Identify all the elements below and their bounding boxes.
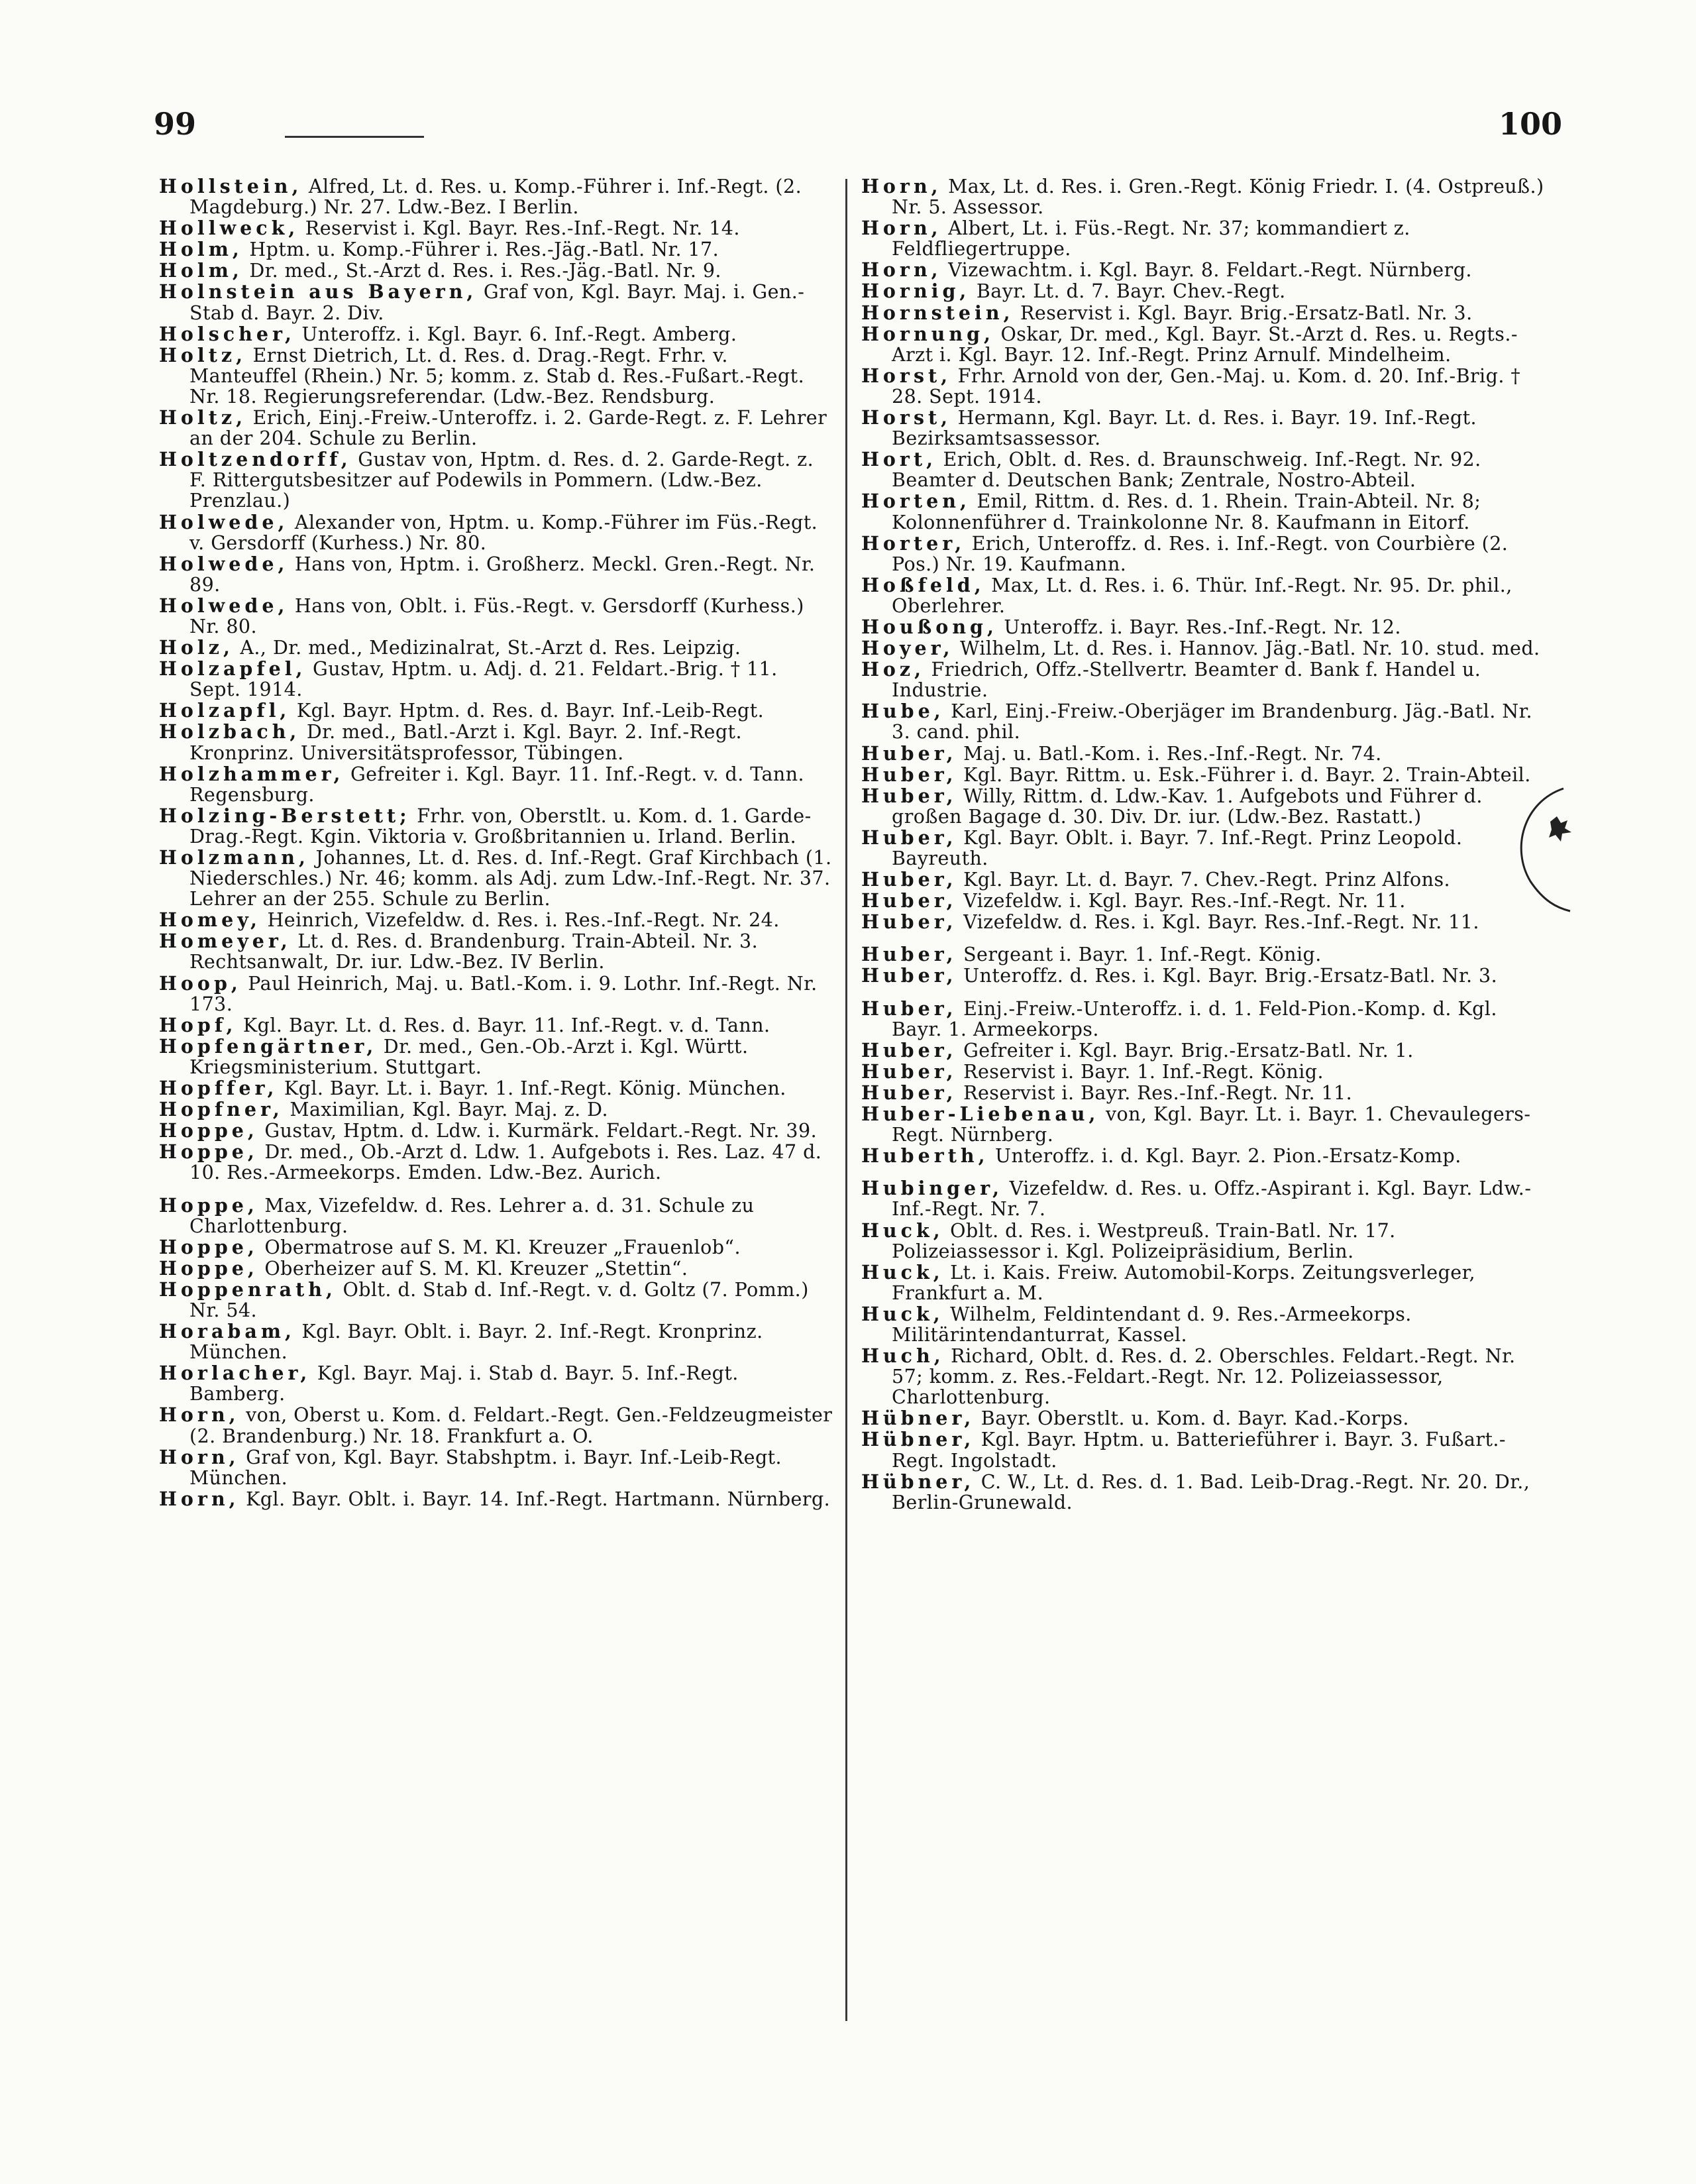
entry-details: Emil, Rittm. d. Res. d. 1. Rhein. Train-Abteil. Nr. 8; Kolonnenführer d. Trainkolonne Nr. 8. Kaufmann in Eitorf. xyxy=(892,490,1481,533)
entry-details: Reservist i. Kgl. Bayr. Brig.-Ersatz-Batl. Nr. 3. xyxy=(1014,301,1473,324)
directory-entry xyxy=(159,408,835,449)
entry-surname: Huck, xyxy=(861,1219,944,1242)
directory-entry xyxy=(861,999,1550,1040)
entry-surname: Hoßfeld, xyxy=(861,573,985,596)
entry-surname: Horn, xyxy=(861,217,942,240)
entry-surname: Hopfner, xyxy=(159,1098,284,1121)
entry-details: von, Oberst u. Kom. d. Feldart.-Regt. Gen.-Feldzeugmeister (2. Brandenburg.) Nr. 18. Frankfurt a. O. xyxy=(189,1404,833,1447)
entry-details: Reservist i. Bayr. Res.-Inf.-Regt. Nr. 11. xyxy=(957,1081,1353,1104)
entry-details: Dr. med., Batl.-Arzt i. Kgl. Bayr. 2. Inf.-Regt. Kronprinz. Universitätsprofessor, Tübingen. xyxy=(189,721,742,764)
entry-details: Karl, Einj.-Freiw.-Oberjäger im Brandenburg. Jäg.-Batl. Nr. 3. cand. phil. xyxy=(892,700,1533,743)
directory-entry xyxy=(159,637,835,658)
entry-details: Hptm. u. Komp.-Führer i. Res.-Jäg.-Batl. Nr. 17. xyxy=(242,239,719,261)
entry-surname: Hopfengärtner, xyxy=(159,1034,378,1058)
directory-entry xyxy=(159,282,835,323)
entry-surname: Holwede, xyxy=(159,510,289,533)
entry-details: C. W., Lt. d. Res. d. 1. Bad. Leib-Drag.-Regt. Nr. 20. Dr., Berlin-Grunewald. xyxy=(892,1470,1530,1513)
directory-entry xyxy=(159,910,835,930)
entry-details: Gefreiter i. Kgl. Bayr. 11. Inf.-Regt. v. d. Tann. Regensburg. xyxy=(189,763,805,806)
directory-entry xyxy=(159,659,835,700)
entry-surname: Hübner, xyxy=(861,1407,975,1430)
entry-surname: Hubinger, xyxy=(861,1177,1004,1200)
entry-surname: Holtz, xyxy=(159,406,247,429)
entry-details: Lt. d. Res. d. Brandenburg. Train-Abteil. Nr. 3. Rechtsanwalt, Dr. iur. Ldw.-Bez. IV Berlin. xyxy=(189,930,759,973)
directory-entry xyxy=(861,786,1550,827)
directory-entry xyxy=(861,1083,1550,1103)
entry-surname: Hollstein, xyxy=(159,175,303,197)
entry-details: Obermatrose auf S. M. Kl. Kreuzer „Frauenlob“. xyxy=(258,1236,741,1258)
entry-details: Unteroffz. i. d. Kgl. Bayr. 2. Pion.-Ersatz-Komp. xyxy=(988,1145,1461,1168)
right-column xyxy=(861,176,1550,1513)
entry-details: Kgl. Bayr. Lt. i. Bayr. 1. Inf.-Regt. König. München. xyxy=(278,1077,786,1100)
entry-surname: Huber, xyxy=(861,784,957,807)
entry-details: Kgl. Bayr. Lt. d. Bayr. 7. Chev.-Regt. Prinz Alfons. xyxy=(957,869,1451,891)
entry-details: Unteroffz. i. Kgl. Bayr. 6. Inf.-Regt. Amberg. xyxy=(295,323,737,345)
directory-entry xyxy=(159,1195,835,1236)
entry-surname: Holtzendorff, xyxy=(159,448,352,471)
entry-surname: Holzhammer, xyxy=(159,762,344,785)
entry-surname: Huber, xyxy=(861,910,957,934)
entry-details: Hans von, Hptm. i. Großherz. Meckl. Gren.-Regt. Nr. 89. xyxy=(189,553,816,596)
entry-surname: Huber, xyxy=(861,889,957,912)
directory-entry xyxy=(861,1346,1550,1407)
entry-details: Lt. i. Kais. Freiw. Automobil-Korps. Zeitungsverleger, Frankfurt a. M. xyxy=(892,1261,1476,1304)
entry-surname: Huber, xyxy=(861,943,957,966)
directory-entry xyxy=(159,931,835,972)
directory-entry xyxy=(861,324,1550,365)
entry-details: Max, Lt. d. Res. i. Gren.-Regt. König Friedr. I. (4. Ostpreuß.) Nr. 5. Assessor. xyxy=(892,176,1544,219)
directory-entry xyxy=(861,575,1550,616)
entry-surname: Hopffer, xyxy=(159,1077,278,1100)
entry-details: Oberheizer auf S. M. Kl. Kreuzer „Stettin“. xyxy=(258,1257,688,1280)
directory-entry xyxy=(159,260,835,281)
directory-entry xyxy=(159,1405,835,1446)
page-number-left: 99 xyxy=(154,106,197,142)
entry-details: Ernst Dietrich, Lt. d. Res. d. Drag.-Regt. Frhr. v. Manteuffel (Rhein.) Nr. 5; komm. z. Stab d. Res.-Fußart.-Regt. Nr. 18. Regierungsreferendar. (Ldw.-Bez. Rendsburg. xyxy=(189,344,805,408)
entry-details: Alexander von, Hptm. u. Komp.-Führer im Füs.-Regt. v. Gersdorff (Kurhess.) Nr. 80. xyxy=(189,511,818,554)
entry-details: Maximilian, Kgl. Bayr. Maj. z. D. xyxy=(283,1099,608,1121)
directory-entry xyxy=(159,722,835,763)
entry-surname: Hornung, xyxy=(861,322,994,345)
directory-entry xyxy=(159,239,835,260)
directory-entry xyxy=(861,449,1550,490)
directory-entry xyxy=(861,617,1550,637)
entry-details: Kgl. Bayr. Hptm. d. Res. d. Bayr. Inf.-Leib-Regt. xyxy=(290,700,765,722)
entry-details: Willy, Rittm. d. Ldw.-Kav. 1. Aufgebots und Führer d. großen Bagage d. 30. Div. Dr. iur. (Ldw.-Bez. Rastatt.) xyxy=(892,785,1483,828)
entry-details: Wilhelm, Feldintendant d. 9. Res.-Armeekorps. Militärintendanturrat, Kassel. xyxy=(892,1303,1412,1346)
entry-surname: Huber, xyxy=(861,1060,957,1083)
directory-entry xyxy=(861,1408,1550,1429)
entry-details: Kgl. Bayr. Oblt. i. Bayr. 14. Inf.-Regt. Hartmann. Nürnberg. xyxy=(239,1488,831,1510)
entry-surname: Horst, xyxy=(861,406,952,429)
entry-details: Frhr. von, Oberstlt. u. Kom. d. 1. Garde-Drag.-Regt. Kgin. Viktoria v. Großbritannien u. Irland. Berlin. xyxy=(189,804,812,847)
directory-entry xyxy=(159,847,835,909)
entry-details: von, Kgl. Bayr. Lt. i. Bayr. 1. Chevaulegers-Regt. Nürnberg. xyxy=(892,1103,1531,1146)
entry-surname: Hübner, xyxy=(861,1428,975,1451)
entry-surname: Horter, xyxy=(861,531,966,555)
entry-surname: Hoz, xyxy=(861,658,926,681)
pen-mark-icon xyxy=(1484,782,1590,914)
directory-entry xyxy=(861,912,1550,932)
entry-surname: Horn, xyxy=(861,258,942,282)
entry-details: Kgl. Bayr. Rittm. u. Esk.-Führer i. d. Bayr. 2. Train-Abteil. xyxy=(957,763,1531,786)
directory-entry xyxy=(159,324,835,345)
entry-surname: Hoyer, xyxy=(861,637,954,660)
directory-entry xyxy=(861,176,1550,217)
entry-details: Kgl. Bayr. Oblt. i. Bayr. 2. Inf.-Regt. Kronprinz. München. xyxy=(189,1321,763,1364)
directory-entry xyxy=(861,659,1550,700)
directory-entry xyxy=(159,1078,835,1099)
directory-entry xyxy=(861,491,1550,532)
directory-entry xyxy=(861,1040,1550,1061)
entry-details: Unteroffz. d. Res. i. Kgl. Bayr. Brig.-Ersatz-Batl. Nr. 3. xyxy=(957,965,1498,987)
entry-details: Kgl. Bayr. Hptm. u. Batterieführer i. Bayr. 3. Fußart.-Regt. Ingolstadt. xyxy=(892,1429,1506,1472)
entry-surname: Hübner, xyxy=(861,1470,975,1493)
entry-surname: Hoppe, xyxy=(159,1140,258,1164)
entry-surname: Hube, xyxy=(861,700,945,723)
entry-details: Unteroffz. i. Bayr. Res.-Inf.-Regt. Nr. 12. xyxy=(997,616,1401,638)
entry-surname: Huber, xyxy=(861,868,957,891)
directory-entry xyxy=(861,1472,1550,1513)
directory-entry xyxy=(861,765,1550,785)
directory-entry xyxy=(861,366,1550,407)
entry-details: Bayr. Lt. d. 7. Bayr. Chev.-Regt. xyxy=(970,280,1286,303)
directory-entry xyxy=(159,1258,835,1279)
entry-details: Kgl. Bayr. Lt. d. Res. d. Bayr. 11. Inf.-Regt. v. d. Tann. xyxy=(237,1014,770,1036)
entry-details: Erich, Unteroffz. d. Res. i. Inf.-Regt. von Courbière (2. Pos.) Nr. 19. Kaufmann. xyxy=(892,532,1509,575)
directory-entry xyxy=(159,449,835,511)
entry-details: Erich, Oblt. d. Res. d. Braunschweig. Inf.-Regt. Nr. 92. Beamter d. Deutschen Bank; Zentrale, Nostro-Abteil. xyxy=(892,449,1481,492)
column-divider xyxy=(845,179,847,2021)
directory-entry xyxy=(861,1062,1550,1082)
entry-details: Max, Vizefeldw. d. Res. Lehrer a. d. 31. Schule zu Charlottenburg. xyxy=(189,1194,755,1237)
directory-entry xyxy=(159,700,835,721)
entry-surname: Holscher, xyxy=(159,322,295,345)
entry-surname: Huber, xyxy=(861,763,957,786)
directory-entry xyxy=(861,944,1550,965)
entry-surname: Horlacher, xyxy=(159,1362,311,1385)
directory-entry xyxy=(861,1429,1550,1470)
entry-details: Vizewachtm. i. Kgl. Bayr. 8. Feldart.-Regt. Nürnberg. xyxy=(941,259,1472,282)
directory-entry xyxy=(159,764,835,805)
entry-surname: Holz, xyxy=(159,636,234,659)
entry-details: Einj.-Freiw.-Unteroffz. i. d. 1. Feld-Pion.-Komp. d. Kgl. Bayr. 1. Armeekorps. xyxy=(892,997,1497,1040)
entry-surname: Horn, xyxy=(159,1445,240,1468)
entry-surname: Hoop, xyxy=(159,971,242,995)
directory-entry xyxy=(159,554,835,595)
directory-entry xyxy=(861,1178,1550,1219)
directory-entry xyxy=(861,1221,1550,1262)
entry-details: Frhr. Arnold von der, Gen.-Maj. u. Kom. d. 20. Inf.-Brig. † 28. Sept. 1914. xyxy=(892,364,1521,408)
entry-surname: Homeyer, xyxy=(159,930,292,953)
entry-details: Dr. med., Gen.-Ob.-Arzt i. Kgl. Württ. Kriegsministerium. Stuttgart. xyxy=(189,1035,749,1078)
entry-details: Gefreiter i. Kgl. Bayr. Brig.-Ersatz-Batl. Nr. 1. xyxy=(957,1039,1414,1062)
entry-details: Oskar, Dr. med., Kgl. Bayr. St.-Arzt d. Res. u. Regts.-Arzt i. Kgl. Bayr. 12. Inf.-Regt. Prinz Arnulf. Mindelheim. xyxy=(892,323,1518,366)
entry-surname: Houßong, xyxy=(861,615,998,638)
directory-entry xyxy=(861,701,1550,742)
entry-surname: Huber, xyxy=(861,1038,957,1062)
entry-details: Oblt. d. Stab d. Inf.-Regt. v. d. Goltz (7. Pomm.) Nr. 54. xyxy=(189,1278,809,1321)
directory-entry xyxy=(861,281,1550,301)
entry-surname: Huber, xyxy=(861,1081,957,1104)
directory-entry xyxy=(159,596,835,637)
entry-surname: Hoppe, xyxy=(159,1256,258,1280)
entry-surname: Hoppe, xyxy=(159,1235,258,1258)
entry-details: Max, Lt. d. Res. i. 6. Thür. Inf.-Regt. Nr. 95. Dr. phil., Oberlehrer. xyxy=(892,574,1512,617)
entry-details: Friedrich, Offz.-Stellvertr. Beamter d. Bank f. Handel u. Industrie. xyxy=(892,659,1481,702)
directory-entry xyxy=(159,176,835,217)
entry-details: Gustav, Hptm. u. Adj. d. 21. Feldart.-Brig. † 11. Sept. 1914. xyxy=(189,658,778,701)
entry-details: Bayr. Oberstlt. u. Kom. d. Bayr. Kad.-Korps. xyxy=(975,1407,1409,1430)
directory-entry xyxy=(159,1015,835,1036)
directory-entry xyxy=(159,1489,835,1509)
entry-surname: Horten, xyxy=(861,490,971,513)
entry-details: Vizefeldw. i. Kgl. Bayr. Res.-Inf.-Regt. Nr. 11. xyxy=(957,890,1406,912)
directory-entry xyxy=(861,828,1550,869)
entry-details: Kgl. Bayr. Oblt. i. Bayr. 7. Inf.-Regt. Prinz Leopold. Bayreuth. xyxy=(892,826,1463,869)
entry-details: A., Dr. med., Medizinalrat, St.-Arzt d. Res. Leipzig. xyxy=(233,637,741,659)
directory-entry xyxy=(861,638,1550,659)
entry-details: Johannes, Lt. d. Res. d. Inf.-Regt. Graf Kirchbach (1. Niederschles.) Nr. 46; komm. als Adj. zum Ldw.-Inf.-Regt. Nr. 37. Lehrer an der 255. Schule zu Berlin. xyxy=(189,847,832,910)
entry-details: Vizefeldw. d. Res. i. Kgl. Bayr. Res.-Inf.-Regt. Nr. 11. xyxy=(957,911,1479,934)
directory-entry xyxy=(159,1036,835,1077)
entry-details: Sergeant i. Bayr. 1. Inf.-Regt. König. xyxy=(957,944,1322,966)
entry-surname: Hoppenrath, xyxy=(159,1278,337,1301)
entry-surname: Huck, xyxy=(861,1260,944,1283)
left-column xyxy=(159,176,835,1510)
entry-surname: Hornstein, xyxy=(861,301,1014,324)
entry-details: Kgl. Bayr. Maj. i. Stab d. Bayr. 5. Inf.-Regt. Bamberg. xyxy=(189,1362,739,1405)
entry-surname: Hopf, xyxy=(159,1013,237,1036)
directory-entry xyxy=(861,408,1550,449)
entry-details: Albert, Lt. i. Füs.-Regt. Nr. 37; kommandiert z. Feldfliegertruppe. xyxy=(892,217,1410,260)
entry-details: Dr. med., Ob.-Arzt d. Ldw. 1. Aufgebots i. Res. Laz. 47 d. 10. Res.-Armeekorps. Emden. Ldw.-Bez. Aurich. xyxy=(189,1141,822,1184)
entry-surname: Homey, xyxy=(159,908,261,932)
entry-details: Alfred, Lt. d. Res. u. Komp.-Führer i. Inf.-Regt. (2. Magdeburg.) Nr. 27. Ldw.-Bez. I Berlin. xyxy=(189,176,802,219)
entry-details: Wilhelm, Lt. d. Res. i. Hannov. Jäg.-Batl. Nr. 10. stud. med. xyxy=(953,637,1540,660)
entry-details: Graf von, Kgl. Bayr. Stabshptm. i. Bayr. Inf.-Leib-Regt. München. xyxy=(189,1446,782,1489)
directory-entry xyxy=(159,806,835,847)
directory-entry xyxy=(861,1146,1550,1166)
directory-entry xyxy=(861,869,1550,890)
directory-entry xyxy=(861,218,1550,259)
directory-entry xyxy=(159,512,835,553)
entry-surname: Holnstein aus Bayern, xyxy=(159,280,478,303)
directory-entry xyxy=(159,1363,835,1404)
entry-surname: Horn, xyxy=(861,175,942,197)
entry-surname: Huber, xyxy=(861,741,957,765)
entry-details: Dr. med., St.-Arzt d. Res. i. Res.-Jäg.-Batl. Nr. 9. xyxy=(242,260,721,282)
entry-surname: Holzing-Berstett; xyxy=(159,804,411,827)
directory-entry xyxy=(159,218,835,239)
directory-entry xyxy=(861,533,1550,574)
directory-entry xyxy=(159,1280,835,1321)
entry-surname: Holzapfl, xyxy=(159,699,291,722)
entry-details: Reservist i. Kgl. Bayr. Res.-Inf.-Regt. Nr. 14. xyxy=(299,217,740,240)
entry-surname: Holwede, xyxy=(159,552,289,575)
directory-entry xyxy=(861,891,1550,911)
entry-surname: Huch, xyxy=(861,1344,945,1368)
entry-surname: Huber, xyxy=(861,964,957,987)
entry-details: Gustav, Hptm. d. Ldw. i. Kurmärk. Feldart.-Regt. Nr. 39. xyxy=(258,1120,818,1142)
entry-surname: Horabam, xyxy=(159,1320,295,1343)
directory-entry xyxy=(861,965,1550,986)
entry-surname: Huck, xyxy=(861,1302,944,1325)
directory-entry xyxy=(861,1104,1550,1145)
entry-surname: Huber, xyxy=(861,997,957,1020)
entry-details: Graf von, Kgl. Bayr. Maj. i. Gen.-Stab d. Bayr. 2. Div. xyxy=(189,281,805,324)
entry-details: Hans von, Oblt. i. Füs.-Regt. v. Gersdorff (Kurhess.) Nr. 80. xyxy=(189,594,804,637)
entry-surname: Holm, xyxy=(159,238,243,261)
entry-surname: Holzbach, xyxy=(159,720,301,743)
directory-entry xyxy=(861,743,1550,764)
entry-details: Reservist i. Bayr. 1. Inf.-Regt. König. xyxy=(957,1060,1324,1083)
entry-surname: Huberth, xyxy=(861,1144,989,1168)
directory-entry xyxy=(159,1142,835,1183)
entry-surname: Hoppe, xyxy=(159,1119,258,1142)
directory-entry xyxy=(159,1237,835,1258)
entry-surname: Horn, xyxy=(159,1403,240,1427)
entry-details: Erich, Einj.-Freiw.-Unteroffz. i. 2. Garde-Regt. z. F. Lehrer an der 204. Schule zu Berlin. xyxy=(189,407,827,450)
directory-entry xyxy=(861,1262,1550,1303)
entry-surname: Holwede, xyxy=(159,594,289,617)
entry-details: Vizefeldw. d. Res. u. Offz.-Aspirant i. Kgl. Bayr. Ldw.-Inf.-Regt. Nr. 7. xyxy=(892,1177,1532,1221)
entry-surname: Huber-Liebenau, xyxy=(861,1103,1100,1126)
entry-surname: Hornig, xyxy=(861,280,971,303)
directory-entry xyxy=(159,1099,835,1120)
directory-entry xyxy=(861,1304,1550,1345)
entry-surname: Huber, xyxy=(861,826,957,849)
entry-details: Gustav von, Hptm. d. Res. d. 2. Garde-Regt. z. F. Rittergutsbesitzer auf Podewils in Pommern. (Ldw.-Bez. Prenzlau.) xyxy=(189,449,814,512)
directory-entry xyxy=(159,1447,835,1488)
directory-entry xyxy=(861,303,1550,323)
directory-entry xyxy=(159,973,835,1014)
entry-surname: Hoppe, xyxy=(159,1193,258,1217)
directory-entry xyxy=(159,1120,835,1141)
header-rule xyxy=(285,136,424,138)
entry-details: Maj. u. Batl.-Kom. i. Res.-Inf.-Regt. Nr. 74. xyxy=(957,742,1382,765)
entry-surname: Hollweck, xyxy=(159,217,299,240)
entry-surname: Horn, xyxy=(159,1487,240,1510)
entry-surname: Holzapfel, xyxy=(159,657,307,681)
directory-entry xyxy=(159,345,835,407)
page-number-right: 100 xyxy=(1499,106,1563,142)
entry-surname: Holzmann, xyxy=(159,846,309,869)
directory-entry xyxy=(861,260,1550,280)
entry-surname: Holtz, xyxy=(159,343,247,366)
entry-surname: Horst, xyxy=(861,364,952,387)
entry-details: Heinrich, Vizefeldw. d. Res. i. Res.-Inf.-Regt. Nr. 24. xyxy=(260,909,780,932)
entry-surname: Hort, xyxy=(861,448,937,471)
entry-details: Paul Heinrich, Maj. u. Batl.-Kom. i. 9. Lothr. Inf.-Regt. Nr. 173. xyxy=(189,972,818,1015)
entry-details: Hermann, Kgl. Bayr. Lt. d. Res. i. Bayr. 19. Inf.-Regt. Bezirksamtsassessor. xyxy=(892,407,1477,450)
entry-details: Oblt. d. Res. i. Westpreuß. Train-Batl. Nr. 17. Polizeiassessor i. Kgl. Polizeipräsidium, Berlin. xyxy=(892,1219,1396,1262)
entry-details: Richard, Oblt. d. Res. d. 2. Oberschles. Feldart.-Regt. Nr. 57; komm. z. Res.-Feldart.-Regt. Nr. 12. Polizeiassessor, Charlottenburg. xyxy=(892,1345,1516,1409)
directory-entry xyxy=(159,1321,835,1362)
entry-surname: Holm, xyxy=(159,259,243,282)
